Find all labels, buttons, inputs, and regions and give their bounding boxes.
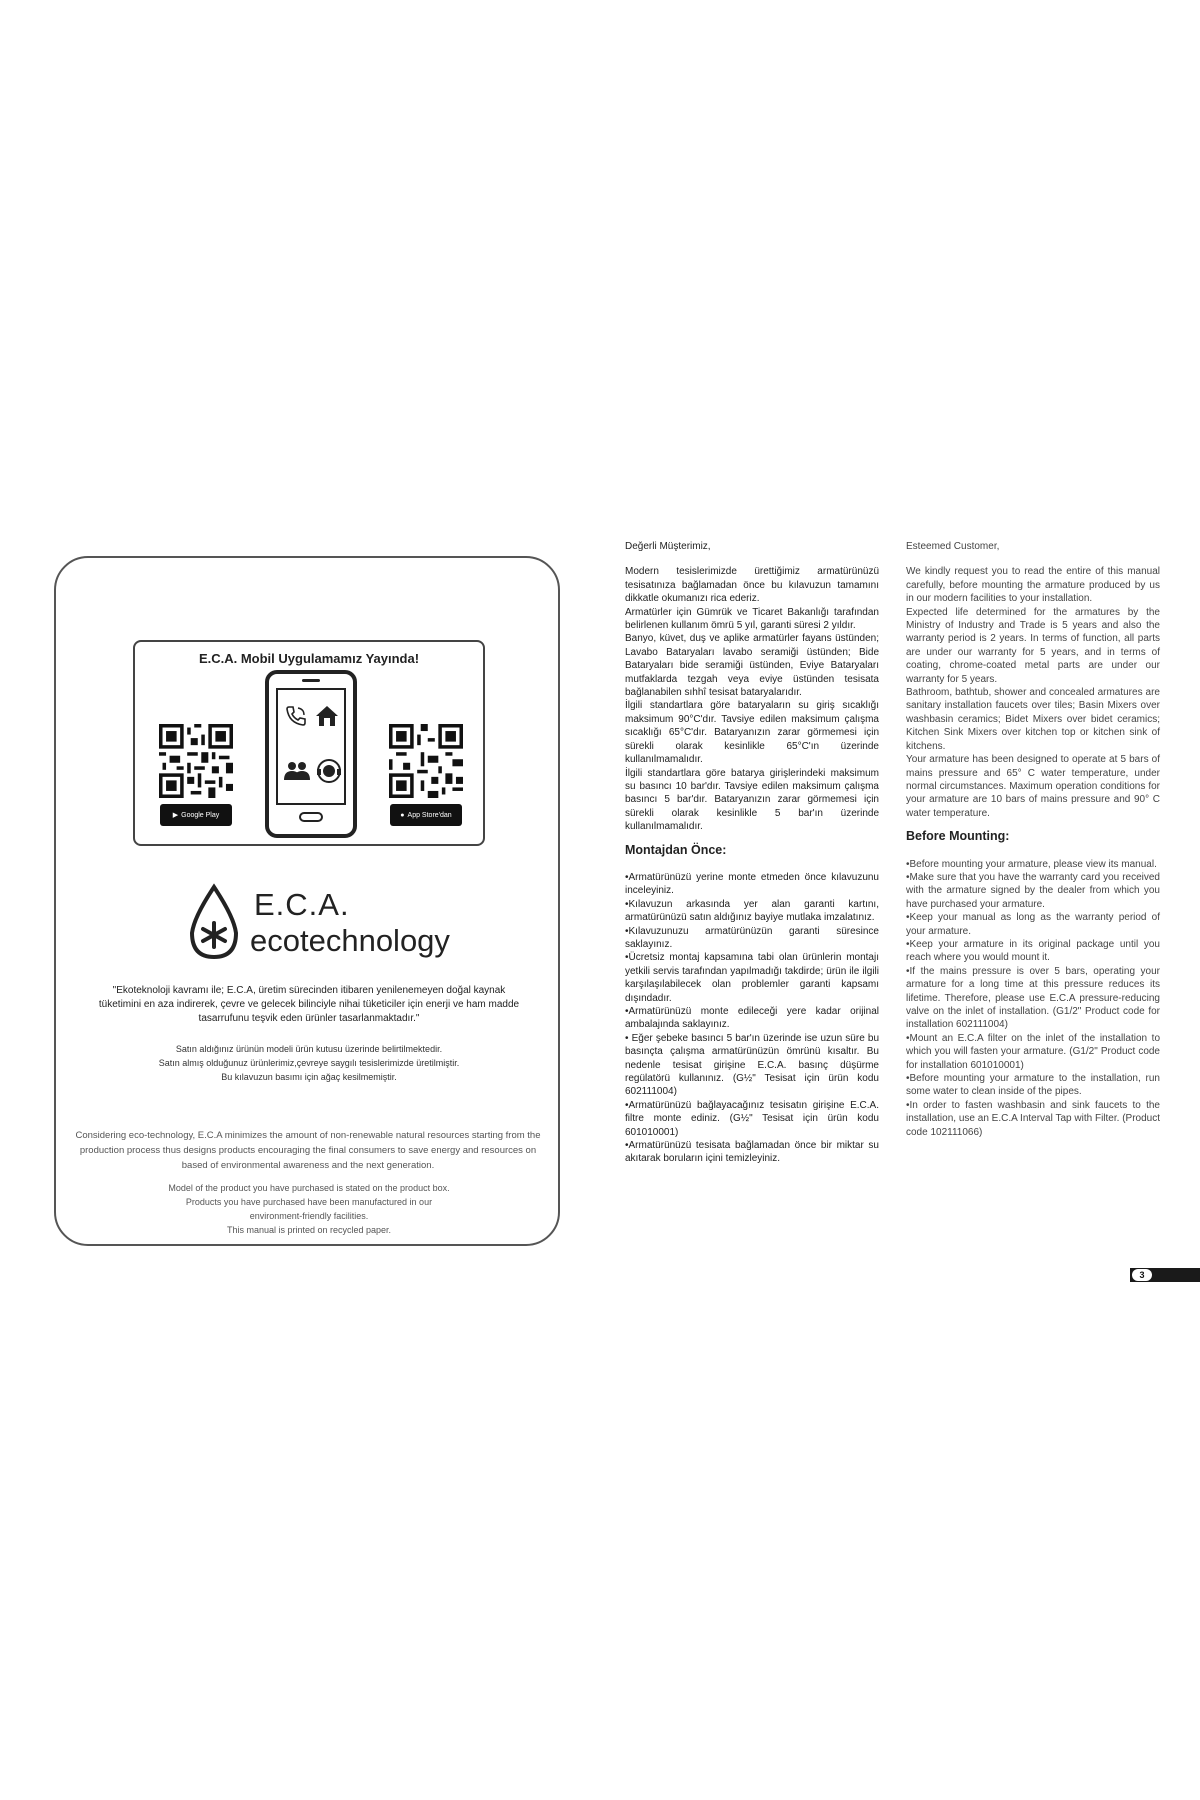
bullet-item: •Armatürünüzü yerine monte etmeden önce kılavuzunu inceleyiniz. <box>625 871 879 897</box>
bullet-item: • Eğer şebeke basıncı 5 bar'ın üzerinde ise uzun süre bu basınçta çalışma armatürünüzün ömrünü kısaltır. Bu nedenle tesisat girişine E.C.A. basınç düşürme regülatörü kullanınız. (G½" Tesisat için ürün kodu 602111004) <box>625 1032 879 1098</box>
qr-code-google-play-icon[interactable] <box>159 724 233 798</box>
bullet-item: •Mount an E.C.A filter on the inlet of the installation to which you will fasten your armature. (G1/2" Product code for installation 601010001) <box>906 1032 1160 1071</box>
phone-illustration <box>265 670 357 838</box>
paragraph: Armatürler için Gümrük ve Ticaret Bakanlığı tarafından belirlenen kullanım ömrü 5 yıl, garanti süresi 2 yıldır. <box>625 606 879 632</box>
note-en-line: environment-friendly facilities. <box>249 1211 369 1221</box>
notes-tr <box>96 1042 522 1084</box>
app-store-badge[interactable] <box>390 804 462 826</box>
eco-quote-tr: "Ekoteknoloji kavramı ile; E.C.A, üretim sürecinden itibaren yenilenemeyen doğal kaynak tüketimini en aza indirerek, çevre ve gelecek bilinciyle nihai tüketiciler için enerji ve ham madde tasarrufunu teşvik eden ürünler tasarlanmaktadır." <box>98 985 520 1024</box>
english-column <box>906 540 1160 1139</box>
paragraph: Banyo, küvet, duş ve aplike armatürler fayans üstünden; Lavabo Bataryaları lavabo seramiği üstünden; Bide Bataryaları bide seramiği üstünden, Eviye Bataryaları mutfaklarda tezgah veya eviye üstünden tesisata bağlanabilen sıhhî tesisat bataryalarıdır. <box>625 633 879 699</box>
logo-ecotechnology-text: ecotechnology <box>250 923 450 958</box>
home-icon <box>314 704 340 728</box>
greeting-tr: Değerli Müşterimiz, <box>625 541 711 552</box>
paragraph: Your armature has been designed to operate at 5 bars of mains pressure and 65° C water temperature, under normal circumstances. Maximum operation conditions for your armature are 10 bars of mains pressure and 90° C water temperature. <box>906 754 1160 819</box>
phone-call-icon <box>284 704 308 728</box>
note-tr-line: Bu kılavuzun basımı için ağaç kesilmemiştir. <box>221 1072 397 1082</box>
app-store-label: App Store'dan <box>407 811 452 819</box>
eca-ecotechnology-logo <box>186 883 486 973</box>
eco-statement-en: Considering eco-technology, E.C.A minimizes the amount of non-renewable natural resources starting from the production process thus designs products encouraging the final consumers to save energy and resources on based of environmental awareness and the next generation. <box>75 1130 541 1171</box>
logo-eca-text: E.C.A. <box>254 887 350 922</box>
bullet-item: •Keep your manual as long as the warranty period of your armature. <box>906 912 1160 937</box>
mobile-app-box <box>133 640 485 846</box>
note-tr-line: Satın aldığınız ürünün modeli ürün kutusu üzerinde belirtilmektedir. <box>175 1044 443 1054</box>
bullet-item: •Ücretsiz montaj kapsamına tabi olan ürünlerin montajı yetkili servis tarafından yapılmadığı takdirde; ürün ile ilgili karşılaşılabilecek olan problemler garanti kapsamı dışındadır. <box>625 952 879 1004</box>
app-title: E.C.A. Mobil Uygulamamız Yayında! <box>198 651 420 666</box>
bullet-item: •Kılavuzun arkasında yer alan garanti kartını, armatürünüzü satın aldığınız bayiye mutlaka imzalatınız. <box>625 898 879 924</box>
apple-icon: ● <box>400 811 405 819</box>
bullet-item: •Before mounting your armature to the installation, run some water to clean inside of the pipes. <box>906 1073 1160 1098</box>
bullet-item: •Before mounting your armature, please view its manual. <box>906 858 1157 870</box>
bullet-item: •Kılavuzunuzu armatürünüzün garanti süresince saklayınız. <box>625 925 879 950</box>
users-icon <box>283 760 311 782</box>
note-en-line: Model of the product you have purchased is stated on the product box. <box>168 1183 450 1193</box>
bullet-item: •Armatürünüzü monte edileceği yere kadar orijinal ambalajında saklayınız. <box>625 1006 879 1031</box>
bullet-item: •In order to fasten washbasin and sink faucets to the installation, use an E.C.A Interval Tap with Filter. (Product code 102111066) <box>906 1099 1160 1138</box>
note-en-line: This manual is printed on recycled paper. <box>226 1225 392 1235</box>
note-en-line: Products you have purchased have been manufactured in our <box>185 1197 433 1207</box>
page-number: 3 <box>1132 1269 1152 1281</box>
google-play-label: Google Play <box>181 811 220 819</box>
eco-info-panel <box>54 556 560 1246</box>
bullet-item: •Keep your armature in its original package until you reach where you would mount it. <box>906 938 1160 964</box>
bullet-item: •Armatürünüzü tesisata bağlamadan önce bir miktar su akıtarak boruların içini temizleyiniz. <box>625 1140 879 1165</box>
paragraph: İlgili standartlara göre batarya girişlerindeki maksimum su basıncı 10 bar'dır. Tavsiye edilen maksimum çalışma basıncı 5 bar'dır. Bataryanızın zarar görmemesi için sürekli olarak kesinlikle 5 bar'ın üzerinde kullanılmamalıdır. <box>625 767 879 833</box>
paragraph: We kindly request you to read the entire of this manual carefully, before mounting the armature produced by us in our modern facilities to your installation. <box>906 566 1160 605</box>
turkish-column <box>625 540 879 1166</box>
paragraph: Modern tesislerimizde ürettiğimiz armatürünüzü tesisatınıza bağlamadan önce bu kılavuzun tamamını dikkatle okumanızı rica ederiz. <box>625 566 879 605</box>
play-triangle-icon: ▶ <box>172 812 179 819</box>
paragraph: İlgili standartlara göre bataryaların su giriş sıcaklığı maksimum 90°C'dır. Tavsiye edilen maksimum çalışma sıcaklığı 65°C'dır. Bataryanızın zarar görmemesi için sürekli olarak kesinlikle 65°C'ın üzerinde kullanılmamalıdır. <box>625 700 879 766</box>
notes-en <box>126 1181 492 1237</box>
bullet-item: •Armatürünüzü bağlayacağınız tesisatın girişine E.C.A. filtre monte ediniz. (G½" Tesisat için ürün kodu 601010001) <box>625 1099 879 1138</box>
paragraph: Bathroom, bathtub, shower and concealed armatures are sanitary installation faucets over tiles; Basin Mixers over washbasin ceramics; Bidet Mixers over bidet ceramics; Kitchen Sink Mixers over kitchen top or kitchen sink of kitchens. <box>906 687 1160 752</box>
greeting-en: Esteemed Customer, <box>906 541 1000 552</box>
bullet-item: •Make sure that you have the warranty card you received with the armature signed by the dealer from which you have purchased your armature. <box>906 871 1160 910</box>
section-title-en: Before Mounting: <box>906 829 1010 844</box>
support-agent-icon <box>316 758 342 784</box>
section-title-tr: Montajdan Önce: <box>625 842 727 857</box>
bullet-item: •If the mains pressure is over 5 bars, operating your armature for a long time at this pressure reduces its lifetime. Therefore, please use E.C.A pressure-reducing valve on the inlet of installation. (G1/2" Product code for installation 602111004) <box>906 965 1160 1031</box>
note-tr-line: Satın almış olduğunuz ürünlerimiz,çevreye saygılı tesislerimizde üretilmiştir. <box>158 1058 460 1068</box>
google-play-badge[interactable] <box>160 804 232 826</box>
water-drop-logo-icon <box>186 883 242 961</box>
paragraph: Expected life determined for the armatures by the Ministry of Industry and Trade is 5 years and also the warranty period is 2 years. In terms of function, all parts are under our warranty for 5 years, and in terms of coating, chrome-coated metal parts are under our warranty for 5 years. <box>906 606 1160 685</box>
qr-code-app-store-icon[interactable] <box>389 724 463 798</box>
